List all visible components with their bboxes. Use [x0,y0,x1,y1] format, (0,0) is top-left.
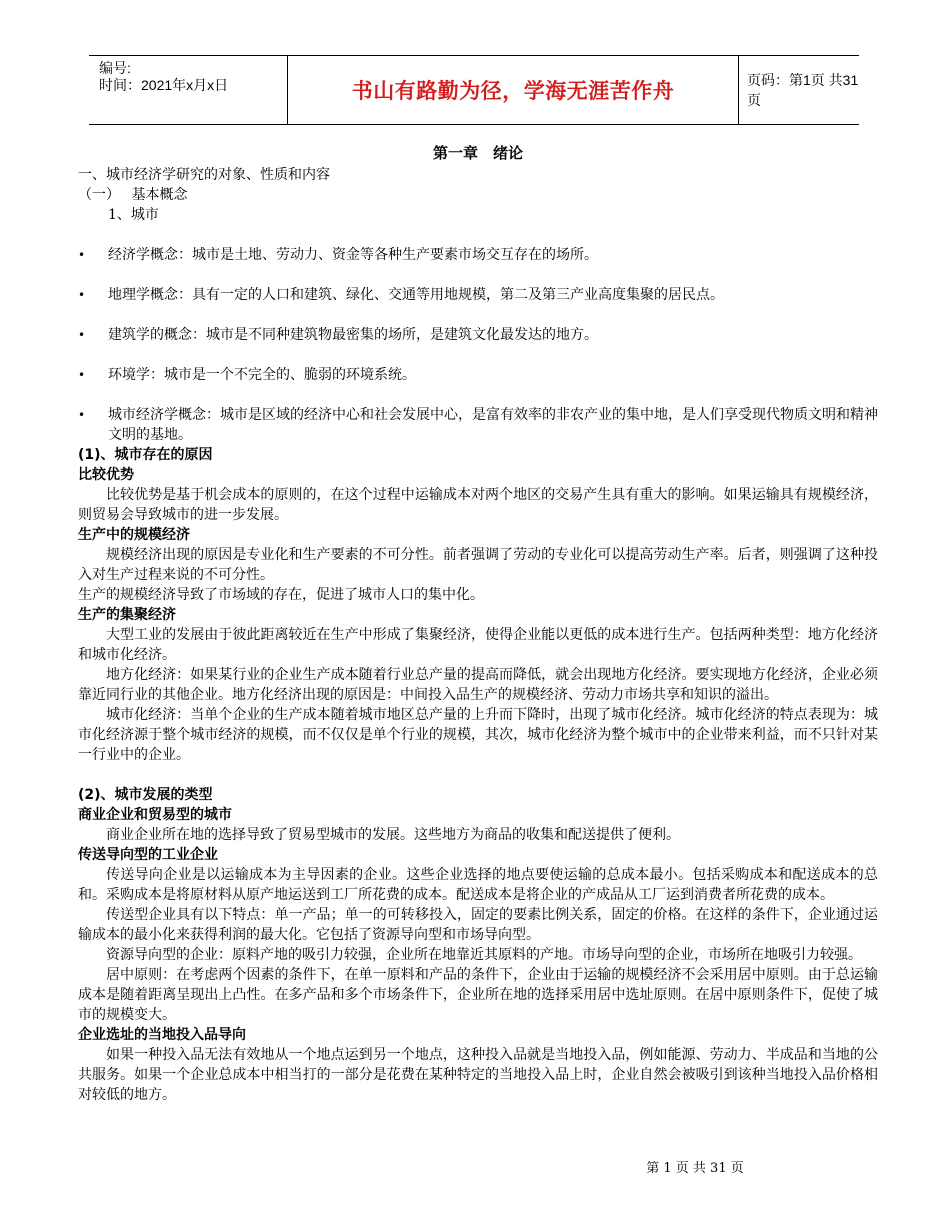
paragraph-scale: 规模经济出现的原因是专业化和生产要素的不可分性。前者强调了劳动的专业化可以提高劳动生产率。后者，则强调了这种投入对生产过程来说的不可分性。 [78,547,878,583]
header-left [89,56,287,124]
page-footer: 第 1 页 共 31 页 [646,1161,744,1176]
heading-transfer: 传送导向型的工业企业 [78,847,218,863]
bullet-architecture: • 建筑学的概念：城市是不同种建筑物最密集的场所，是建筑文化最发达的地方。 [78,325,878,345]
heading-commerce: 商业企业和贸易型的城市 [78,807,232,823]
bullet-geography: • 地理学概念：具有一定的人口和建筑、绿化、交通等用地规模，第二及第三产业高度集聚的居民点。 [78,285,878,305]
bullet-urban-economics: • 城市经济学概念：城市是区域的经济中心和社会发展中心，是富有效率的非农产业的集中地，是人们享受现代物质文明和精神文明的基地。 [78,405,878,445]
document-body [78,143,878,1105]
heading-types: (2)、城市发展的类型 [78,787,213,803]
number-label: 编号: [99,60,131,76]
bullet-environment: • 环境学：城市是一个不完全的、脆弱的环境系统。 [78,365,878,385]
paragraph-compare: 比较优势是基于机会成本的原则的，在这个过程中运输成本对两个地区的交易产生具有重大的影响。如果运输具有规模经济，则贸易会导致城市的进一步发展。 [78,487,878,523]
heading-compare: 比较优势 [78,467,134,483]
item-heading: 1、城市 [108,207,159,223]
heading-scale: 生产中的规模经济 [78,527,190,543]
heading-agglomeration: 生产的集聚经济 [78,607,176,623]
paragraph-local-input: 如果一种投入品无法有效地从一个地点运到另一个地点，这种投入品就是当地投入品，例如能源、劳动力、半成品和当地的公共服务。如果一个企业总成本中相当打的一部分是花费在某种特定的当地投入品上时，企业自然会被吸引到该种当地投入品价格相对较低的地方。 [78,1047,878,1103]
paragraph-scale-2: 生产的规模经济导致了市场域的存在，促进了城市人口的集中化。 [78,587,484,603]
motto: 书山有路勤为径，学海无涯苦作舟 [287,56,739,124]
paragraph-transfer-4: 居中原则：在考虑两个因素的条件下，在单一原料和产品的条件下，企业由于运输的规模经济不会采用居中原则。由于总运输成本是随着距离呈现出上凸性。在多产品和多个市场条件下，企业所在地的选择采用居中选址原则。在居中原则条件下，促使了城市的规模变大。 [78,967,878,1023]
paragraph-transfer-2: 传送型企业具有以下特点：单一产品；单一的可转移投入，固定的要素比例关系，固定的价格。在这样的条件下，企业通过运输成本的最小化来获得利润的最大化。它包括了资源导向型和市场导向型。 [78,907,878,943]
page-info: 页码：第1页 共31页 [747,72,859,108]
paragraph-agglomeration-2: 地方化经济：如果某行业的企业生产成本随着行业总产量的提高而降低，就会出现地方化经济。要实现地方化经济，企业必须靠近同行业的其他企业。地方化经济出现的原因是：中间投入品生产的规模经济、劳动力市场共享和知识的溢出。 [78,667,878,703]
chapter-title: 第一章 绪论 [432,144,523,162]
paragraph-agglomeration-3: 城市化经济：当单个企业的生产成本随着城市地区总产量的上升而下降时，出现了城市化经济。城市化经济的特点表现为：城市化经济源于整个城市经济的规模，而不仅仅是单个行业的规模，其次，城市化经济为整个城市中的企业带来利益，而不只针对某一行业中的企业。 [78,707,878,763]
section-heading: 一、城市经济学研究的对象、性质和内容 [78,167,330,183]
subsection-heading: （一） 基本概念 [78,187,188,203]
bullet-economics: • 经济学概念：城市是土地、劳动力、资金等各种生产要素市场交互存在的场所。 [78,245,878,265]
heading-reason: (1)、城市存在的原因 [78,447,213,463]
paragraph-transfer-3: 资源导向型的企业：原料产地的吸引力较强，企业所在地靠近其原料的产地。市场导向型的企业，市场所在地吸引力较强。 [106,947,862,963]
paragraph-commerce: 商业企业所在地的选择导致了贸易型城市的发展。这些地方为商品的收集和配送提供了便利。 [106,827,680,843]
paragraph-agglomeration-1: 大型工业的发展由于彼此距离较近在生产中形成了集聚经济，使得企业能以更低的成本进行生产。包括两种类型：地方化经济和城市化经济。 [78,627,878,663]
paragraph-transfer-1: 传送导向企业是以运输成本为主导因素的企业。这些企业选择的地点要使运输的总成本最小。包括采购成本和配送成本的总和。采购成本是将原材料从原产地运送到工厂所花费的成本。配送成本是将企业的产成品从工厂运到消费者所花费的成本。 [78,867,878,903]
time-label: 时间：2021年x月x日 [99,77,229,93]
heading-local-input: 企业选址的当地投入品导向 [78,1027,246,1043]
page-header [89,55,859,125]
